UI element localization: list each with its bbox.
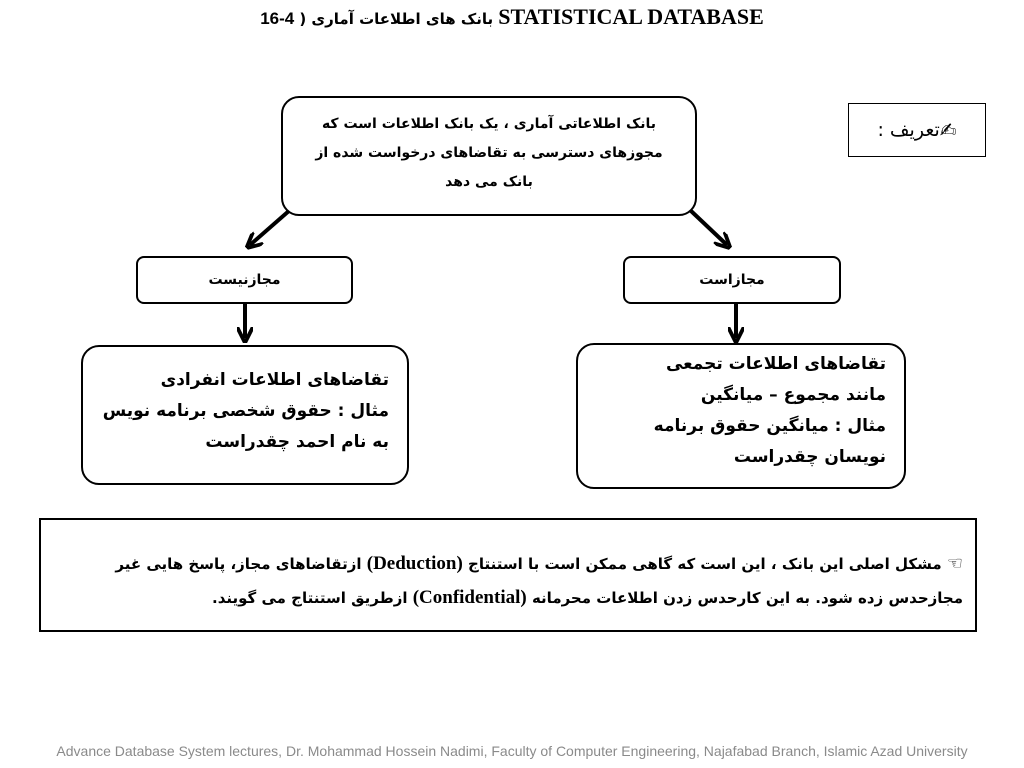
hand-pointing-icon: ☜ xyxy=(946,553,963,574)
problem-term-deduction: (Deduction) xyxy=(366,553,463,574)
definition-label: تعریف : xyxy=(877,119,940,141)
problem-text-2: ازتقاضاهای مجاز، پاسخ هایی غیر مجازحدس زده شود. به این کارحدس زدن اطلاعات محرمانه xyxy=(115,555,963,607)
detail-line: نویسان چقدراست xyxy=(733,447,886,467)
title-english: STATISTICAL DATABASE xyxy=(498,4,764,29)
arrow-to-allowed xyxy=(690,210,727,245)
not-allowed-detail-box xyxy=(81,345,409,485)
title-number: 16-4 xyxy=(260,9,295,28)
definition-line: بانک اطلاعاتی آماری ، یک بانک اطلاعات است که xyxy=(321,116,657,132)
definition-line: بانک می دهد xyxy=(445,174,533,190)
arrow-to-not-allowed xyxy=(250,210,290,245)
problem-text-3: ازطریق استنتاج می گویند. xyxy=(212,589,408,607)
allowed-label: مجازاست xyxy=(699,272,765,288)
definition-line: مجوزهای دسترسی به تقاضاهای درخواست شده از xyxy=(315,145,663,161)
writing-hand-icon: ✍ xyxy=(939,118,957,142)
title-persian: ) بانک های اطلاعات آماری xyxy=(299,10,494,28)
not-allowed-box xyxy=(136,256,353,304)
detail-line: تقاضاهای اطلاعات انفرادی xyxy=(160,370,389,390)
problem-term-confidential: (Confidential) xyxy=(412,587,527,608)
allowed-detail-box xyxy=(576,343,906,489)
footer-credit: Advance Database System lectures, Dr. Mohammad Hossein Nadimi, Faculty of Computer Engineering, Najafabad Branch, Islamic Azad University xyxy=(56,743,968,759)
detail-line: مثال : حقوق شخصی برنامه نویس xyxy=(102,401,389,421)
not-allowed-label: مجازنیست xyxy=(208,272,281,288)
problem-text-1: مشکل اصلی این بانک ، این است که گاهی ممکن است با استنتاج xyxy=(468,555,942,573)
definition-box xyxy=(281,96,697,216)
definition-label-box xyxy=(848,103,986,157)
allowed-box xyxy=(623,256,841,304)
detail-line: مانند مجموع – میانگین xyxy=(700,385,886,405)
detail-line: تقاضاهای اطلاعات تجمعی xyxy=(665,354,886,374)
problem-box xyxy=(39,518,977,632)
detail-line: به نام احمد چقدراست xyxy=(205,432,389,452)
detail-line: مثال : میانگین حقوق برنامه xyxy=(653,416,886,436)
